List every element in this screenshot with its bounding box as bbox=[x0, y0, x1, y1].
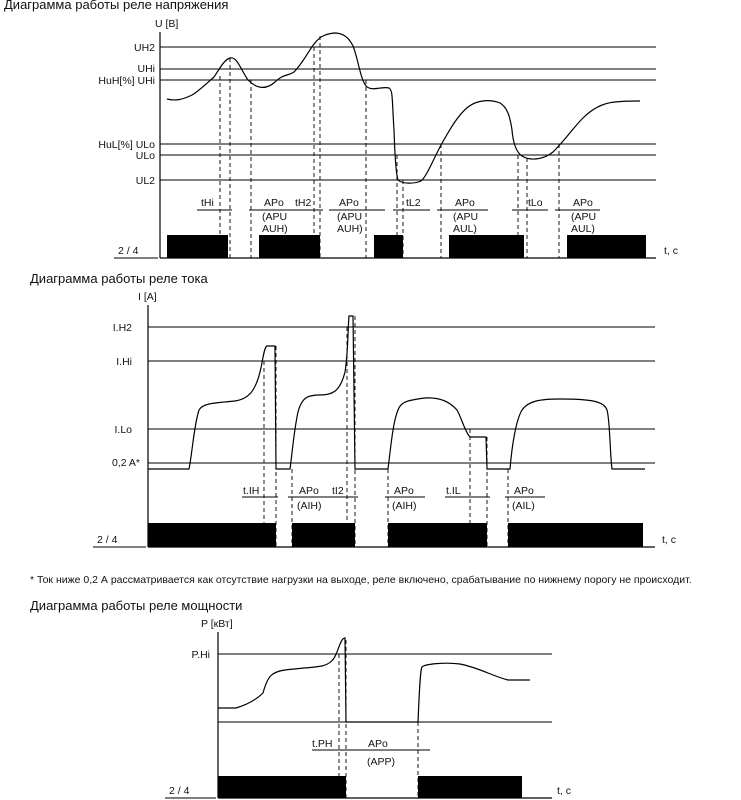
apo-label: APo bbox=[455, 197, 475, 209]
threshold-label-ihi: I.Hi bbox=[116, 356, 132, 368]
threshold-label-uh2: UH2 bbox=[133, 42, 155, 54]
relay-state-bar bbox=[259, 235, 320, 258]
threshold-label-uhi: UHi bbox=[137, 63, 155, 75]
apo-label: AUL) bbox=[453, 223, 477, 235]
apo-label: APo bbox=[339, 197, 359, 209]
timer-label-thi: tHi bbox=[201, 197, 214, 209]
current-x-axis-label: t, с bbox=[662, 534, 677, 546]
power-x-axis-label: t, с bbox=[557, 785, 572, 797]
timer-label-tlo: tLo bbox=[528, 197, 543, 209]
power-title: Диаграмма работы реле мощности bbox=[30, 598, 243, 613]
threshold-label-min: 0,2 A* bbox=[111, 457, 140, 469]
apo-label: (AIL) bbox=[512, 500, 535, 512]
apo-label: AUL) bbox=[571, 223, 595, 235]
voltage-curve bbox=[167, 33, 640, 183]
apo-label: APo bbox=[299, 485, 319, 497]
relay-state-bar bbox=[388, 523, 487, 547]
voltage-title: Диаграмма работы реле напряжения bbox=[4, 0, 229, 12]
apo-label: (APP) bbox=[367, 756, 396, 768]
relay-state-bar bbox=[292, 523, 355, 547]
power-curve bbox=[218, 638, 530, 722]
power-y-axis-label: P [кВт] bbox=[201, 618, 233, 630]
relay-state-bar bbox=[374, 235, 403, 258]
apo-label: AUH) bbox=[262, 223, 288, 235]
threshold-label-phi: P.Hi bbox=[191, 649, 210, 661]
apo-label: APo bbox=[264, 197, 284, 209]
threshold-label-hul: HuL[%] ULo bbox=[98, 139, 155, 151]
apo-label: APo bbox=[394, 485, 414, 497]
apo-label: AUH) bbox=[337, 223, 363, 235]
apo-label: (AIH) bbox=[392, 500, 417, 512]
relay-contact-label: 2 / 4 bbox=[118, 245, 139, 257]
relay-state-bar bbox=[418, 776, 522, 798]
timer-label-tih: t.IH bbox=[243, 485, 260, 497]
relay-contact-label: 2 / 4 bbox=[97, 534, 118, 546]
relay-state-bar bbox=[148, 523, 276, 547]
timer-label-th2: tH2 bbox=[295, 197, 312, 209]
apo-label: APo bbox=[368, 738, 388, 750]
current-footnote: * Ток ниже 0,2 А рассматривается как отсутствие нагрузки на выходе, реле включено, срабатывание по нижнему порогу не происходит. bbox=[30, 574, 692, 586]
apo-label: (APU bbox=[571, 211, 597, 223]
apo-label: (APU bbox=[453, 211, 479, 223]
current-y-axis-label: I [A] bbox=[138, 291, 157, 303]
relay-state-bar bbox=[567, 235, 646, 258]
apo-label: (AIH) bbox=[297, 500, 322, 512]
timer-label-tl2: tL2 bbox=[406, 197, 421, 209]
voltage-y-axis-label: U [В] bbox=[155, 18, 179, 30]
current-curve bbox=[148, 316, 645, 469]
apo-label: (APU bbox=[262, 211, 288, 223]
threshold-label-ulo: ULo bbox=[135, 150, 155, 162]
voltage-x-axis-label: t, с bbox=[664, 245, 679, 257]
power-diagram bbox=[30, 598, 571, 798]
timer-label-tph: t.PH bbox=[312, 738, 333, 750]
timer-label-ti2: tI2 bbox=[332, 485, 344, 497]
relay-contact-label: 2 / 4 bbox=[169, 785, 190, 797]
relay-state-bar bbox=[508, 523, 643, 547]
current-title: Диаграмма работы реле тока bbox=[30, 271, 208, 286]
threshold-label-ilo: I.Lo bbox=[114, 424, 132, 436]
voltage-diagram bbox=[4, 0, 678, 258]
current-diagram bbox=[30, 271, 676, 547]
relay-state-bar bbox=[218, 776, 346, 798]
apo-label: (APU bbox=[337, 211, 363, 223]
relay-state-bar bbox=[167, 235, 228, 258]
threshold-label-ih2: I.H2 bbox=[112, 322, 132, 334]
apo-label: APo bbox=[514, 485, 534, 497]
timer-label-til: t.IL bbox=[446, 485, 461, 497]
threshold-label-huh: HuH[%] UHi bbox=[98, 75, 155, 87]
relay-state-bar bbox=[449, 235, 524, 258]
apo-label: APo bbox=[573, 197, 593, 209]
threshold-label-ul2: UL2 bbox=[135, 175, 155, 187]
